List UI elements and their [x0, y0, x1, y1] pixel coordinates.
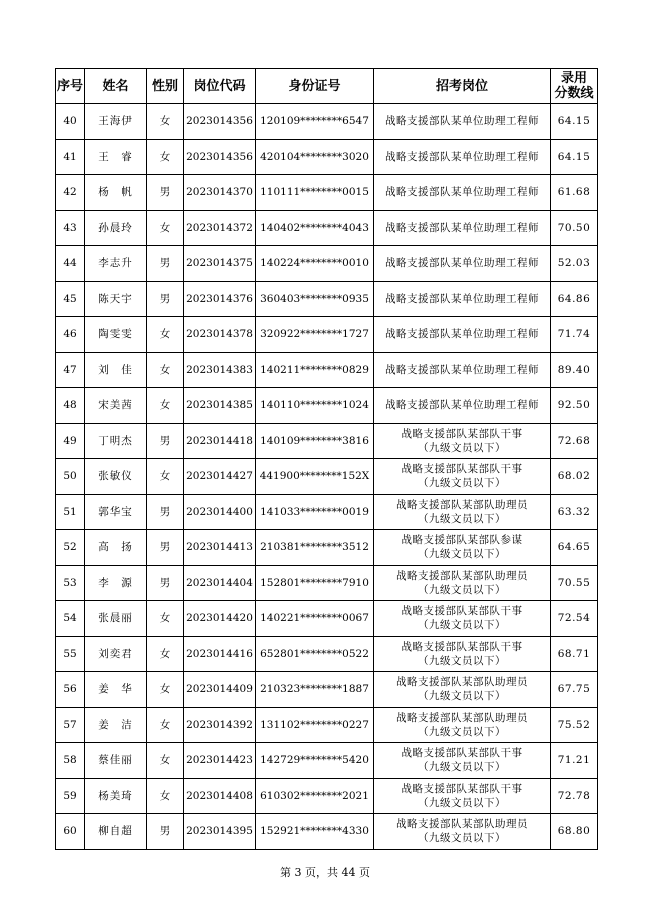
cell-score: 68.80 [551, 814, 598, 850]
cell-gender: 女 [147, 317, 184, 353]
cell-gender: 女 [147, 459, 184, 495]
cell-score: 61.68 [551, 175, 598, 211]
cell-post-code: 2023014385 [184, 388, 256, 424]
cell-post-code: 2023014423 [184, 743, 256, 779]
cell-seq: 58 [56, 743, 85, 779]
cell-seq: 47 [56, 352, 85, 388]
position-line1: 战略支援部队某部队干事 [401, 427, 523, 440]
cell-name: 姜 华 [85, 672, 147, 708]
cell-position [374, 139, 551, 175]
position-line1: 战略支援部队某单位助理工程师 [385, 363, 539, 376]
position-line1: 战略支援部队某部队干事 [401, 782, 523, 795]
position-line2: （九级文员以下） [418, 512, 506, 525]
position-line2: （九级文员以下） [418, 725, 506, 738]
cell-seq: 56 [56, 672, 85, 708]
table-row [56, 423, 598, 459]
cell-id-number: 140211********0829 [256, 352, 374, 388]
cell-id-number: 610302********2021 [256, 778, 374, 814]
header-id-number: 身份证号 [256, 69, 374, 104]
position-line1: 战略支援部队某单位助理工程师 [385, 292, 539, 305]
position-line2: （九级文员以下） [418, 441, 506, 454]
cell-seq: 40 [56, 104, 85, 140]
cell-position [374, 423, 551, 459]
cell-gender: 女 [147, 210, 184, 246]
cell-gender: 女 [147, 104, 184, 140]
cell-name: 刘奕君 [85, 636, 147, 672]
cell-position [374, 707, 551, 743]
cell-post-code: 2023014372 [184, 210, 256, 246]
cell-score: 68.02 [551, 459, 598, 495]
cell-name: 高 扬 [85, 530, 147, 566]
cell-id-number: 652801********0522 [256, 636, 374, 672]
admission-table [55, 68, 598, 850]
cell-id-number: 152921********4330 [256, 814, 374, 850]
header-gender: 性别 [147, 69, 184, 104]
cell-gender: 女 [147, 672, 184, 708]
cell-seq: 45 [56, 281, 85, 317]
cell-seq: 50 [56, 459, 85, 495]
table-row [56, 743, 598, 779]
cell-gender: 男 [147, 246, 184, 282]
position-line1: 战略支援部队某单位助理工程师 [385, 399, 539, 412]
cell-seq: 57 [56, 707, 85, 743]
header-row [56, 69, 598, 104]
cell-gender: 女 [147, 743, 184, 779]
cell-score: 70.50 [551, 210, 598, 246]
table-row [56, 530, 598, 566]
table-row [56, 175, 598, 211]
cell-name: 宋美茜 [85, 388, 147, 424]
cell-score: 64.15 [551, 139, 598, 175]
position-line1: 战略支援部队某单位助理工程师 [385, 328, 539, 341]
cell-position [374, 459, 551, 495]
cell-seq: 54 [56, 601, 85, 637]
cell-name: 王海伊 [85, 104, 147, 140]
cell-name: 杨 帆 [85, 175, 147, 211]
cell-score: 67.75 [551, 672, 598, 708]
cell-seq: 59 [56, 778, 85, 814]
table-row [56, 317, 598, 353]
cell-id-number: 141033********0019 [256, 494, 374, 530]
cell-post-code: 2023014376 [184, 281, 256, 317]
cell-id-number: 360403********0935 [256, 281, 374, 317]
cell-name: 蔡佳丽 [85, 743, 147, 779]
header-name: 姓名 [85, 69, 147, 104]
cell-post-code: 2023014370 [184, 175, 256, 211]
cell-post-code: 2023014375 [184, 246, 256, 282]
cell-post-code: 2023014392 [184, 707, 256, 743]
position-line2: （九级文员以下） [418, 477, 506, 490]
cell-score: 64.65 [551, 530, 598, 566]
cell-position [374, 530, 551, 566]
cell-seq: 53 [56, 565, 85, 601]
cell-post-code: 2023014420 [184, 601, 256, 637]
cell-seq: 60 [56, 814, 85, 850]
table-row [56, 494, 598, 530]
position-line1: 战略支援部队某单位助理工程师 [385, 186, 539, 199]
cell-seq: 55 [56, 636, 85, 672]
cell-seq: 44 [56, 246, 85, 282]
table-row [56, 707, 598, 743]
cell-score: 64.86 [551, 281, 598, 317]
cell-id-number: 140221********0067 [256, 601, 374, 637]
position-line1: 战略支援部队某部队参谋 [401, 534, 523, 547]
cell-score: 89.40 [551, 352, 598, 388]
cell-gender: 女 [147, 352, 184, 388]
cell-id-number: 441900********152X [256, 459, 374, 495]
cell-score: 92.50 [551, 388, 598, 424]
position-line1: 战略支援部队某部队助理员 [396, 711, 528, 724]
cell-name: 柳自超 [85, 814, 147, 850]
cell-gender: 女 [147, 636, 184, 672]
cell-score: 72.78 [551, 778, 598, 814]
page-number: 第 3 页，共 44 页 [280, 866, 370, 879]
table-body [56, 104, 598, 850]
cell-position [374, 636, 551, 672]
cell-post-code: 2023014383 [184, 352, 256, 388]
cell-post-code: 2023014356 [184, 139, 256, 175]
position-line2: （九级文员以下） [418, 690, 506, 703]
position-line1: 战略支援部队某部队助理员 [396, 818, 528, 831]
cell-id-number: 420104********3020 [256, 139, 374, 175]
cell-post-code: 2023014409 [184, 672, 256, 708]
position-line1: 战略支援部队某部队助理员 [396, 676, 528, 689]
cell-score: 71.21 [551, 743, 598, 779]
cell-id-number: 210381********3512 [256, 530, 374, 566]
position-line2: （九级文员以下） [418, 548, 506, 561]
cell-position [374, 281, 551, 317]
cell-position [374, 565, 551, 601]
cell-id-number: 142729********5420 [256, 743, 374, 779]
cell-post-code: 2023014395 [184, 814, 256, 850]
position-line1: 战略支援部队某单位助理工程师 [385, 150, 539, 163]
header-position: 招考岗位 [374, 69, 551, 104]
cell-gender: 男 [147, 814, 184, 850]
cell-name: 张晨丽 [85, 601, 147, 637]
cell-name: 刘 佳 [85, 352, 147, 388]
cell-score: 64.15 [551, 104, 598, 140]
cell-name: 王 睿 [85, 139, 147, 175]
cell-id-number: 152801********7910 [256, 565, 374, 601]
cell-id-number: 210323********1887 [256, 672, 374, 708]
cell-position [374, 814, 551, 850]
cell-gender: 女 [147, 139, 184, 175]
cell-seq: 52 [56, 530, 85, 566]
cell-seq: 49 [56, 423, 85, 459]
cell-post-code: 2023014413 [184, 530, 256, 566]
cell-id-number: 131102********0227 [256, 707, 374, 743]
cell-name: 郭华宝 [85, 494, 147, 530]
cell-id-number: 140224********0010 [256, 246, 374, 282]
position-line1: 战略支援部队某单位助理工程师 [385, 257, 539, 270]
table-row [56, 778, 598, 814]
cell-position [374, 601, 551, 637]
header-score-line2: 分数线 [554, 86, 594, 101]
header-post-code: 岗位代码 [184, 69, 256, 104]
position-line1: 战略支援部队某部队助理员 [396, 498, 528, 511]
cell-gender: 男 [147, 565, 184, 601]
position-line1: 战略支援部队某部队干事 [401, 463, 523, 476]
table-row [56, 814, 598, 850]
cell-position [374, 672, 551, 708]
cell-name: 陈天宇 [85, 281, 147, 317]
cell-seq: 51 [56, 494, 85, 530]
table-row [56, 388, 598, 424]
cell-id-number: 320922********1727 [256, 317, 374, 353]
cell-position [374, 388, 551, 424]
table-row [56, 281, 598, 317]
table-row [56, 601, 598, 637]
position-line1: 战略支援部队某部队干事 [401, 605, 523, 618]
table-row [56, 139, 598, 175]
position-line1: 战略支援部队某单位助理工程师 [385, 221, 539, 234]
cell-score: 72.54 [551, 601, 598, 637]
header-score [551, 69, 598, 104]
cell-name: 李 源 [85, 565, 147, 601]
table-row [56, 636, 598, 672]
cell-seq: 42 [56, 175, 85, 211]
cell-position [374, 494, 551, 530]
cell-gender: 女 [147, 601, 184, 637]
cell-id-number: 120109********6547 [256, 104, 374, 140]
cell-score: 68.71 [551, 636, 598, 672]
cell-gender: 女 [147, 778, 184, 814]
header-score-line1: 录用 [560, 71, 587, 86]
cell-post-code: 2023014427 [184, 459, 256, 495]
cell-seq: 43 [56, 210, 85, 246]
position-line2: （九级文员以下） [418, 796, 506, 809]
cell-id-number: 140109********3816 [256, 423, 374, 459]
cell-position [374, 352, 551, 388]
cell-post-code: 2023014408 [184, 778, 256, 814]
cell-post-code: 2023014404 [184, 565, 256, 601]
cell-gender: 女 [147, 388, 184, 424]
table-header [56, 69, 598, 104]
table-row [56, 246, 598, 282]
position-line1: 战略支援部队某部队干事 [401, 640, 523, 653]
cell-name: 姜 洁 [85, 707, 147, 743]
table-row [56, 104, 598, 140]
cell-position [374, 778, 551, 814]
cell-gender: 女 [147, 707, 184, 743]
position-line2: （九级文员以下） [418, 832, 506, 845]
cell-position [374, 175, 551, 211]
cell-position [374, 317, 551, 353]
position-line2: （九级文员以下） [418, 654, 506, 667]
cell-post-code: 2023014356 [184, 104, 256, 140]
position-line2: （九级文员以下） [418, 619, 506, 632]
cell-seq: 46 [56, 317, 85, 353]
table-row [56, 459, 598, 495]
cell-gender: 男 [147, 530, 184, 566]
position-line1: 战略支援部队某单位助理工程师 [385, 115, 539, 128]
cell-id-number: 140402********4043 [256, 210, 374, 246]
table-row [56, 210, 598, 246]
position-line1: 战略支援部队某部队干事 [401, 747, 523, 760]
cell-position [374, 104, 551, 140]
position-line2: （九级文员以下） [418, 761, 506, 774]
cell-gender: 男 [147, 423, 184, 459]
cell-score: 63.32 [551, 494, 598, 530]
position-line1: 战略支援部队某部队助理员 [396, 569, 528, 582]
cell-gender: 男 [147, 494, 184, 530]
cell-post-code: 2023014400 [184, 494, 256, 530]
table-row [56, 672, 598, 708]
cell-id-number: 110111********0015 [256, 175, 374, 211]
cell-seq: 41 [56, 139, 85, 175]
cell-score: 71.74 [551, 317, 598, 353]
cell-position [374, 210, 551, 246]
table-row [56, 565, 598, 601]
cell-position [374, 246, 551, 282]
cell-id-number: 140110********1024 [256, 388, 374, 424]
cell-name: 张敏仪 [85, 459, 147, 495]
cell-gender: 男 [147, 175, 184, 211]
cell-score: 70.55 [551, 565, 598, 601]
cell-score: 52.03 [551, 246, 598, 282]
cell-score: 75.52 [551, 707, 598, 743]
table-row [56, 352, 598, 388]
cell-post-code: 2023014416 [184, 636, 256, 672]
cell-gender: 男 [147, 281, 184, 317]
cell-name: 丁明杰 [85, 423, 147, 459]
cell-name: 孙晨玲 [85, 210, 147, 246]
position-line2: （九级文员以下） [418, 583, 506, 596]
cell-score: 72.68 [551, 423, 598, 459]
cell-name: 李志升 [85, 246, 147, 282]
header-seq: 序号 [56, 69, 85, 104]
cell-post-code: 2023014418 [184, 423, 256, 459]
cell-seq: 48 [56, 388, 85, 424]
cell-post-code: 2023014378 [184, 317, 256, 353]
cell-name: 杨美琦 [85, 778, 147, 814]
cell-name: 陶雯雯 [85, 317, 147, 353]
cell-position [374, 743, 551, 779]
